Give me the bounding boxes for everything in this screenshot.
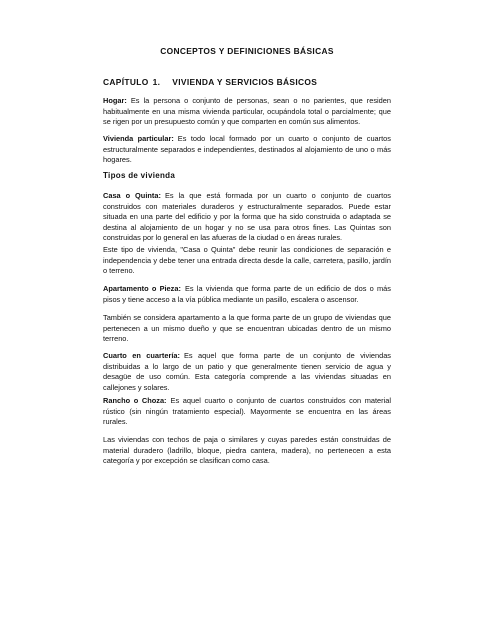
apartamento-extra-paragraph: También se considera apartamento a la que forma parte de un grupo de viviendas que pertenecen a un mismo dueño y que se encuentran ubicadas dentro de un mismo terreno. xyxy=(103,313,391,344)
definition-rancho-text: Es aquel cuarto o conjunto de cuartos construidos con material rústico (sin ningún tratamiento especial). Mayormente se encuentra en las áreas rurales. xyxy=(103,396,392,427)
definition-cuarto xyxy=(103,351,391,393)
term-cuarto: Cuarto en cuartería: xyxy=(103,351,180,360)
term-apartamento: Apartamento o Pieza: xyxy=(103,284,181,293)
term-rancho: Rancho o Choza: xyxy=(103,396,167,405)
definition-vivienda-particular xyxy=(103,134,391,166)
definition-casa-text: Es la que está formada por un cuarto o conjunto de cuartos construidos con materiales duraderos y estructuralmente separados. Puede estar situada en una parte del edificio y por la forma que ha sido construida o adaptada se destina al alojamiento de un hogar y no se usa para otros fines. Las Quintas son construidas por lo general en las afueras de la ciudad o en áreas rurales. xyxy=(103,191,391,243)
document-title: CONCEPTOS Y DEFINICIONES BÁSICAS xyxy=(160,46,334,56)
chapter-heading xyxy=(103,77,317,87)
definition-hogar-text: Es la persona o conjunto de personas, sean o no parientes, que residen habitualmente en una misma vivienda particular, ocupándola total o parcialmente; que se rigen por un presupuesto común y que comparten en común sus alimentos. xyxy=(103,96,391,127)
definition-rancho xyxy=(103,396,391,428)
casa-extra-paragraph: Este tipo de vivienda, "Casa o Quinta" debe reunir las condiciones de separación e independencia y debe tener una entrada directa desde la calle, carretera, pasillo, jardín o terreno. xyxy=(103,245,391,276)
definition-cuarto-text: Es aquel que forma parte de un conjunto de viviendas distribuidas a lo largo de un patio y que generalmente tienen servicio de agua y desagüe de uso común. Esta categoría comprende a las viviendas situadas en callejones y solares. xyxy=(103,351,392,392)
term-hogar: Hogar: xyxy=(103,96,127,105)
definition-apartamento xyxy=(103,284,391,305)
definition-hogar xyxy=(103,96,391,128)
definition-apartamento-text: Es la vivienda que forma parte de un edificio de dos o más pisos y tiene acceso a la vía pública mediante un pasillo, escalera o ascensor. xyxy=(103,284,391,304)
definition-casa xyxy=(103,191,391,244)
chapter-label: CAPÍTULO xyxy=(103,77,149,87)
chapter-number: 1. xyxy=(152,77,161,87)
final-paragraph: Las viviendas con techos de paja o similares y cuyas paredes están construidas de material duradero (ladrillo, bloque, piedra cantera, madera), no pertenecen a esta categoría y por excepción se clasifican como casa. xyxy=(103,435,391,466)
tipos-heading: Tipos de vivienda xyxy=(103,171,176,180)
term-vivienda-particular: Vivienda particular: xyxy=(103,134,174,143)
definition-vivienda-particular-text: Es todo local formado por un cuarto o conjunto de cuartos estructuralmente separados e independientes, destinados al alojamiento de uno o más hogares. xyxy=(103,134,391,165)
chapter-name: VIVIENDA Y SERVICIOS BÁSICOS xyxy=(172,77,318,87)
term-casa: Casa o Quinta: xyxy=(103,191,161,200)
